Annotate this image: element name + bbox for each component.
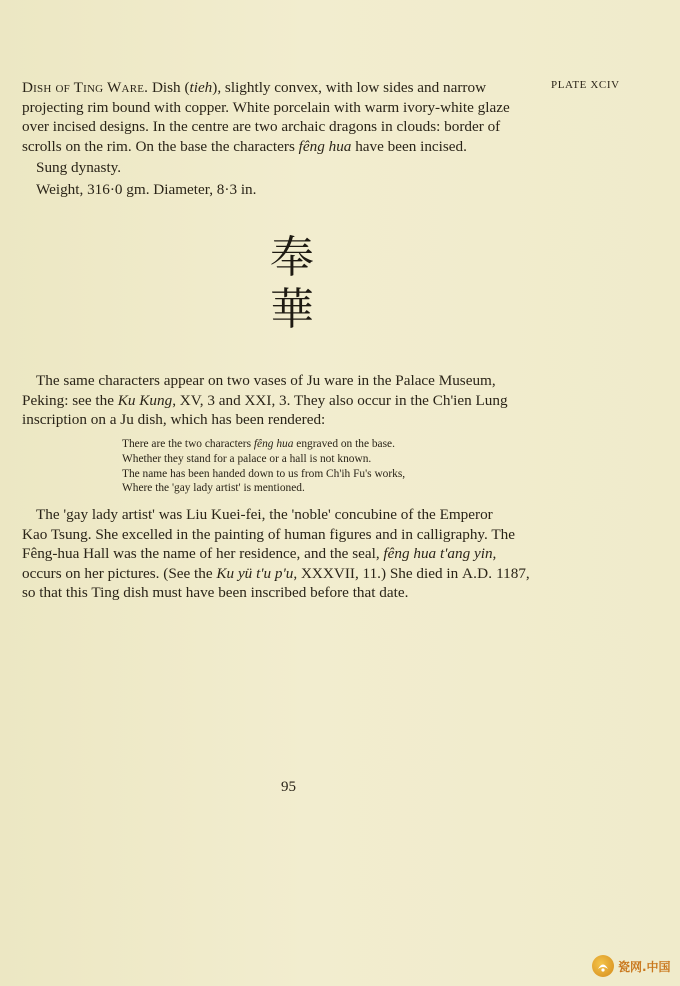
character-hua: 華 xyxy=(270,284,314,335)
artist-paragraph: The 'gay lady artist' was Liu Kuei-fei, the 'noble' concubine of the Emperor Kao Tsung. She excelled in the painting of human figures and in calligraphy. The Fêng-hua Hall was the name of her residence, and the seal, fêng hua t'ang yin, occurs on her pictures. (See the Ku yü t'u p'u, XXXVII, 11.) She died in A.D. 1187, so that this Ting dish must have been inscribed before that date. xyxy=(22,506,530,602)
plate-label: PLATE XCIV xyxy=(551,79,620,91)
inscription-quote: There are the two characters fêng hua engraved on the base. Whether they stand for a palace or a hall is not known. The name has been handed down to us from Ch'ih Fu's works, Where the 'gay lady artist' is mentioned. xyxy=(122,438,406,495)
description-paragraph: Dish of Ting Ware. Dish (tieh), slightly convex, with low sides and narrow projecting rim bound with copper. White porcelain with warm ivory-white glaze over incised designs. In the centre are two archaic dragons in clouds: border of scrolls on the rim. On the base the characters fêng hua have been incised. Sung dynasty. Weight, 316·0 gm. Diameter, 8·3 in. xyxy=(22,78,542,200)
measurements-line: Weight, 316·0 gm. Diameter, 8·3 in. xyxy=(36,180,257,198)
watermark-text: 瓷网.中国 xyxy=(618,959,671,974)
item-title: Dish of Ting Ware. xyxy=(22,79,149,96)
watermark xyxy=(592,955,671,977)
references-paragraph: The same characters appear on two vases of Ju ware in the Palace Museum, Peking: see the Ku Kung, XV, 3 and XXI, 3. They also occur in the Ch'ien Lung inscription on a Ju dish, which has been rendered: xyxy=(22,372,508,429)
dynasty-line: Sung dynasty. xyxy=(36,159,122,177)
incised-characters xyxy=(262,232,322,336)
page-number: 95 xyxy=(281,779,296,795)
watermark-logo-icon xyxy=(592,955,614,977)
character-feng: 奉 xyxy=(270,232,314,283)
